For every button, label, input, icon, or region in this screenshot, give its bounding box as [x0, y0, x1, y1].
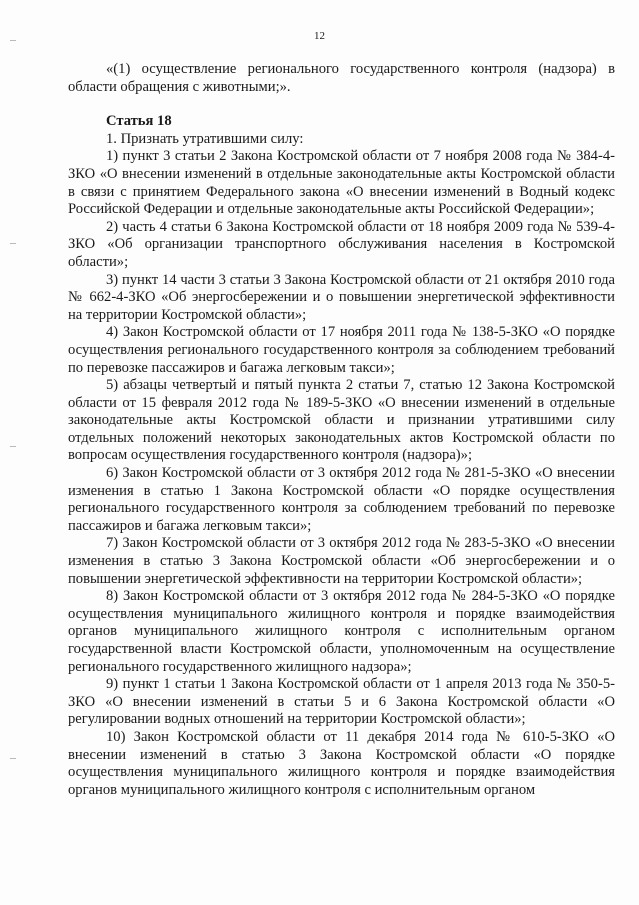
scan-margin-mark — [10, 446, 16, 447]
scan-margin-mark — [10, 40, 16, 41]
list-item: 2) часть 4 статьи 6 Закона Костромской области от 18 ноября 2009 года № 539-4-ЗКО «Об организации транспортного обслуживания населения в Костромской области»; — [68, 218, 615, 270]
page-number: 12 — [314, 30, 325, 42]
list-item: 7) Закон Костромской области от 3 октября 2012 года № 283-5-ЗКО «О внесении изменения в статью 3 Закона Костромской области «Об энергосбережении и о повышении энергетической эффективности на территории Костромской области»; — [68, 535, 615, 587]
list-item: 4) Закон Костромской области от 17 ноября 2011 года № 138-5-ЗКО «О порядке осуществления регионального государственного контроля за соблюдением требований по перевозке пассажиров и багажа легковым такси»; — [68, 324, 615, 376]
list-item: 3) пункт 14 части 3 статьи 3 Закона Костромской области от 21 октября 2010 года № 662-4-ЗКО «Об энергосбережении и о повышении энергетической эффективности на территории Костромской области»; — [68, 271, 615, 323]
list-item: 9) пункт 1 статьи 1 Закона Костромской области от 1 апреля 2013 года № 350-5-ЗКО «О внесении изменений в статьи 5 и 6 Закона Костромской области «О регулировании водных отношений на территории Костромской области»; — [68, 676, 615, 728]
list-item: 8) Закон Костромской области от 3 октября 2012 года № 284-5-ЗКО «О порядке осуществления муниципального жилищного контроля и порядке взаимодействия органов муниципального жилищного контроля с исполнительным органом государственной власти Костромской области, уполномоченным на осуществление регионального государственного жилищного надзора»; — [68, 588, 615, 675]
scan-margin-mark — [10, 243, 16, 244]
list-item: 6) Закон Костромской области от 3 октября 2012 года № 281-5-ЗКО «О внесении изменения в статью 1 Закона Костромской области «О порядке осуществления регионального государственного контроля за соблюдением требований по перевозке пассажиров и багажа легковым такси»; — [68, 465, 615, 534]
scan-margin-mark — [10, 758, 16, 759]
intro-paragraph: «(1) осуществление регионального государственного контроля (надзора) в области обращения с животными;». — [68, 61, 615, 95]
document-body — [68, 61, 615, 799]
list-item: 10) Закон Костромской области от 11 декабря 2014 года № 610-5-ЗКО «О внесении изменений в статью 3 Закона Костромской области «О порядке осуществления муниципального жилищного контроля и порядке взаимодействия органов муниципального жилищного контроля с исполнительным органом — [68, 728, 615, 798]
article-title: Статья 18 — [106, 113, 172, 130]
list-item: 1) пункт 3 статьи 2 Закона Костромской области от 7 ноября 2008 года № 384-4-ЗКО «О внесении изменений в отдельные законодательные акты Костромской области в связи с принятием Федерального закона «О внесении изменений в Водный кодекс Российской Федерации и отдельные законодательные акты Российской Федерации»; — [68, 148, 615, 218]
list-item: 5) абзацы четвертый и пятый пункта 2 статьи 7, статью 12 Закона Костромской области от 15 февраля 2012 года № 189-5-ЗКО «О внесении изменений в отдельные законодательные акты Костромской области и признании утратившими силу отдельных положений некоторых законодательных актов Костромской области по вопросам осуществления государственного контроля (надзора)»; — [68, 377, 615, 464]
article-point: 1. Признать утратившими силу: — [106, 130, 304, 147]
